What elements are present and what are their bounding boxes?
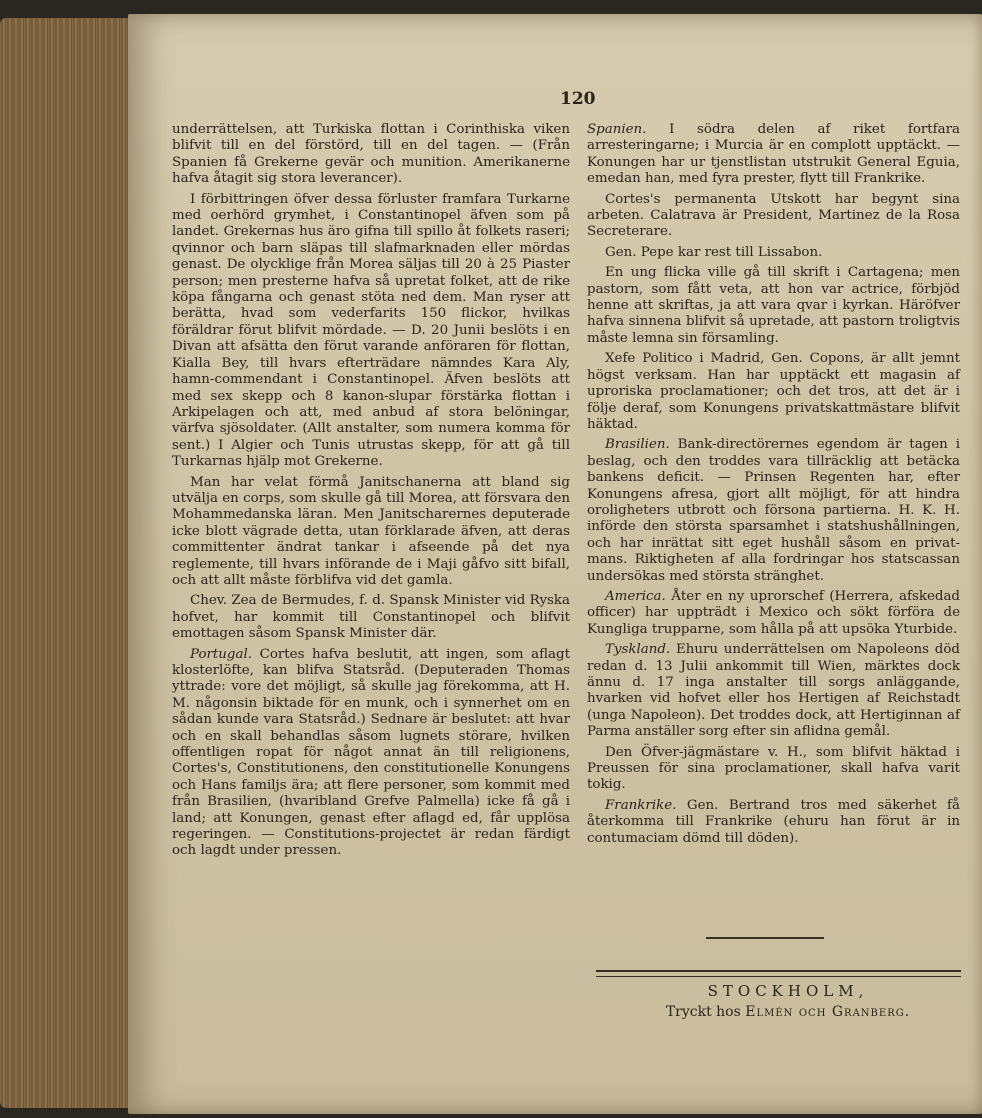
book-page-edges — [0, 18, 140, 1108]
paragraph-text: underrättelsen, att Turkiska flottan i Corinthiska viken blifvit till en del förstörd, till en del tagen. — (Från Spanien få Grekerne gevär och munition. Amerikanerne hafva åtagit sig stora leverancer). — [172, 122, 570, 187]
paragraph — [172, 122, 570, 188]
paragraph-text: Gen. Pepe kar rest till Lissabon. — [605, 244, 823, 260]
paragraph-text: Xefe Politico i Madrid, Gen. Copons, är allt jemnt högst verksam. Han har upptäckt ett magasin af uproriska proclamationer; och det tros, att det är i följe deraf, som Konungens privatskattmästare blifvit häktad. — [587, 351, 960, 432]
paragraph-text: Cortes's permanenta Utskott har begynt sina arbeten. Calatrava är President, Martinez de la Rosa Secreterare. — [587, 191, 960, 240]
paragraph-text: Ehuru underrättelsen om Napoleons död redan d. 13 Julii ankommit till Wien, märktes dock ännu d. 17 inga anstalter till sorgs anläggande, hvarken vid hofvet eller hos Hertigen af Reichstadt (unga Napoleon). Det troddes dock, att Hertiginnan af Parma anställer sorg efter sin aflidna gemål. — [587, 642, 960, 740]
section-heading: Portugal. — [190, 646, 253, 662]
paragraph — [172, 192, 570, 471]
paragraph — [587, 589, 960, 638]
paragraph-text: Åter en ny uprorschef (Herrera, afskedad officer) har uppträdt i Mexico och sökt förföra de Kungliga trupparne, som hålla på att upsöka Yturbide. — [587, 588, 960, 637]
imprint-printer-names: Elmén och Granberg. — [745, 1004, 911, 1020]
paragraph — [587, 245, 960, 261]
paragraph — [172, 647, 570, 860]
paragraph-text: En ung flicka ville gå till skrift i Cartagena; men pastorn, som fått veta, att hon var actrice, förbjöd henne att skriftas, ja att vara qvar i kyrkan. Häröfver hafva sinnena blifvit så upretade, att pastorn troligtvis måste lemna sin församling. — [587, 265, 960, 346]
section-heading: Frankrike. — [605, 797, 677, 813]
imprint-printer — [618, 1004, 958, 1020]
paragraph-text: Cortes hafva beslutit, att ingen, som aflagt klosterlöfte, kan blifva Statsråd. (Deputeraden Thomas yttrade: vore det möjligt, så skulle jag förekomma, att H. M. någonsin biktade för en munk, och i synnerhet om en sådan kunde vara Statsråd.) Sednare är beslutet: att hvar och en skall behandlas såsom lugnets störare, hvilken offentligen ropat för något annat än till religionens, Cortes's, Constitutionens, den constitutionelle Konungens och Hans familjs ära; att flere personer, som kommit med från Brasilien, (hvaribland Grefve Palmella) icke få gå i land; att Konungen, genast efter aflagd ed, får upplösa regeringen. — Constitutions-projectet är redan färdigt och lagdt under pressen. — [172, 646, 570, 859]
paragraph — [587, 437, 960, 585]
paragraph — [587, 351, 960, 433]
paragraph — [587, 122, 960, 188]
page-number: 120 — [560, 89, 596, 109]
paragraph-text: Gen. Bertrand tros med säkerhet få återkomma till Frankrike (ehuru han förut är in contumaciam dömd till döden). — [587, 797, 960, 846]
left-column — [172, 122, 570, 864]
paragraph — [587, 265, 960, 347]
paragraph — [587, 798, 960, 847]
paragraph-text: I förbittringen öfver dessa förluster framfara Turkarne med oerhörd grymhet, i Constantinopel äfven som på landet. Grekernas hus äro gifna till spillo åt folkets raseri; qvinnor och barn släpas till slafmarknaden eller mördas genast. De olycklige från Morea säljas till 20 à 25 Piaster person; men presterne hafva så upretat folket, att de rike köpa fångarna och genast stöta ned dem. Man ryser att berätta, hvad som vederfarits 150 flickor, hvilkas föräldrar förut blifvit mördade. — D. 20 Junii beslöts i en Divan att afsätta den förut varande anföraren för flottan, Kialla Bey, till hvars efterträdare nämndes Kara Aly, hamn-commendant i Constantinopel. Äfven beslöts att med sex skepp och 8 kanon-slupar förstärka flottan i Arkipelagen och att, med anbud af stora belöningar, värfva sjösoldater. (Allt anstalter, som numera komma för sent.) I Algier och Tunis utrustas skepp, för att gå till Turkarnas hjälp mot Grekerne. — [172, 191, 570, 470]
section-heading: Brasilien. — [605, 437, 670, 453]
paragraph-text: Bank-directörernes egendom är tagen i beslag, och den troddes vara tillräcklig att betäcka bankens deficit. — Prinsen Regenten har, efter Konungens afresa, gjort allt möjligt, för att hindra oroligheters utbrott och försona partierna. H. K. H. införde den största sparsamhet i statshushållningen, och har inrättat sitt eget hushåll såsom en privat-mans. Riktigheten af alla fordringar hos statscassan undersökas med största stränghet. — [587, 437, 960, 584]
section-divider-rule — [706, 937, 824, 939]
paragraph — [172, 475, 570, 590]
paragraph — [172, 593, 570, 642]
paragraph-text: Man har velat förmå Janitschanerna att bland sig utvälja en corps, som skulle gå till Morea, att försvara den Mohammedanska läran. Men Janitscharernes deputerade icke blott vägrade detta, utan förklarade äfven, att deras committenter ändrat tankar i afseende på det nya reglemente, till hvars införande de i Maji gåfvo sitt bifall, och att allt måste förblifva vid det gamla. — [172, 474, 570, 588]
section-heading: Spanien. — [587, 122, 647, 137]
section-heading: Tyskland. — [605, 642, 671, 658]
section-heading: America. — [605, 588, 666, 604]
paragraph-text: Chev. Zea de Bermudes, f. d. Spansk Minister vid Ryska hofvet, har kommit till Constantinopel och blifvit emottagen såsom Spansk Minister där. — [172, 593, 570, 642]
paragraph — [587, 642, 960, 740]
imprint-city: STOCKHOLM, — [707, 982, 869, 1000]
paragraph-text: I södra delen af riket fortfara arresteringarne; i Murcia är en complott upptäckt. — Konungen har ur tjenstlistan utstrukit General Eguia, emedan han, med fyra prester, flytt till Frankrike. — [587, 122, 960, 187]
right-column — [587, 122, 960, 851]
imprint-printer-prefix: Tryckt hos — [665, 1004, 746, 1020]
imprint-double-rule — [596, 970, 961, 977]
paragraph — [587, 192, 960, 241]
paragraph-text: Den Öfver-jägmästare v. H., som blifvit häktad i Preussen för sina proclamationer, skall hafva varit tokig. — [587, 744, 960, 793]
paragraph — [587, 745, 960, 794]
